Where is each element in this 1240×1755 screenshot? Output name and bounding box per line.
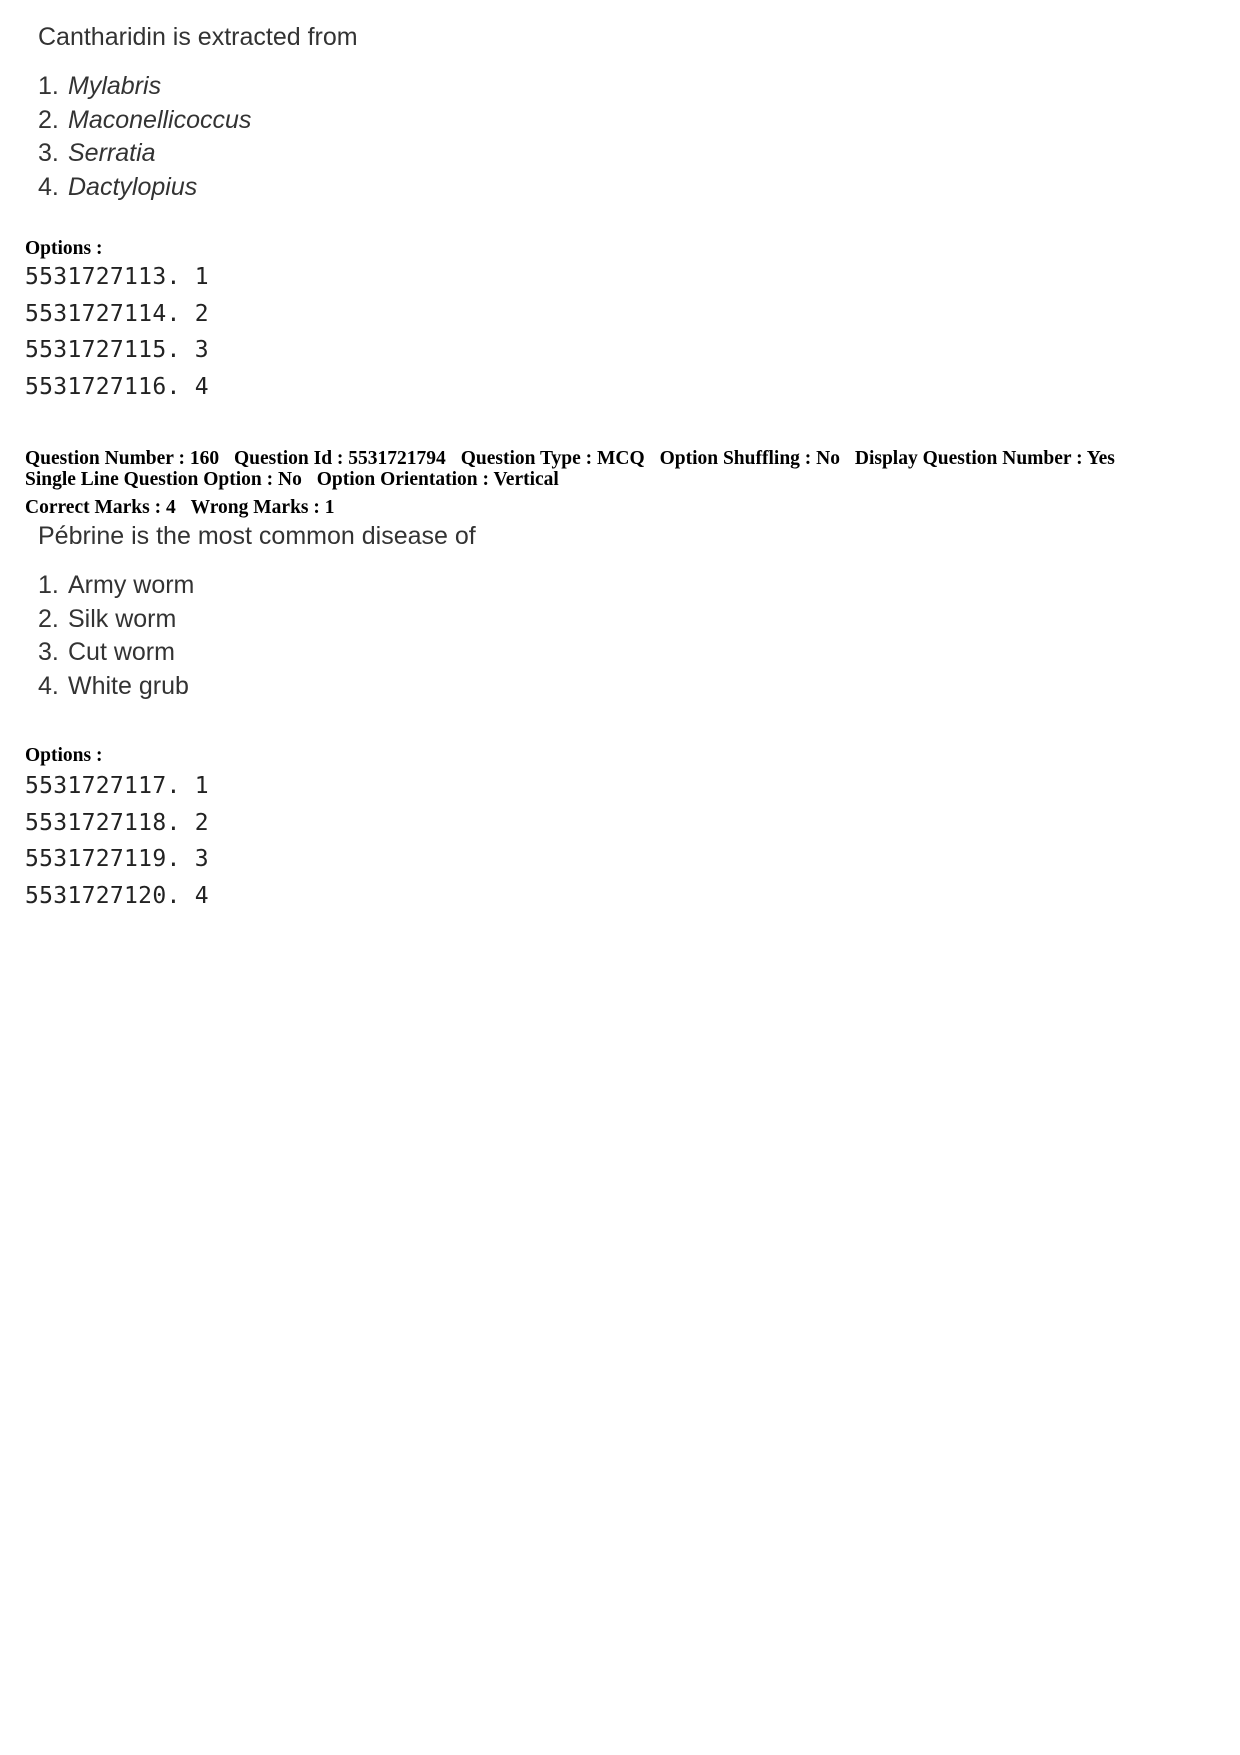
question-meta-line-1: [25, 448, 1115, 469]
choice-item: 3. Serratia: [38, 139, 156, 167]
question-id: Question Id : 5531721794: [233, 448, 446, 469]
option-id-item: 5531727113. 1: [25, 264, 209, 290]
choice-item: 1. Army worm: [38, 571, 195, 599]
options-label: Options :: [25, 238, 103, 259]
option-id-item: 5531727116. 4: [25, 374, 209, 401]
option-id-list: [25, 768, 209, 915]
choice-item: 2. Maconellicoccus: [38, 105, 252, 134]
question-image: [38, 22, 358, 204]
question-stem: Pébrine is the most common disease of: [38, 522, 476, 550]
option-id-item: 5531727117. 1: [25, 773, 209, 799]
question-stem: Cantharidin is extracted from: [38, 23, 358, 51]
choice-item: 2. Silk worm: [38, 604, 177, 633]
question-image: [38, 521, 476, 703]
single-line-option: Single Line Question Option : No: [25, 469, 302, 490]
option-id-item: 5531727115. 3: [25, 337, 209, 364]
question-type: Question Type : MCQ: [460, 448, 645, 469]
choice-list: [38, 70, 358, 204]
choice-list: [38, 569, 476, 703]
option-id-list: [25, 259, 209, 406]
marks-line: [25, 497, 335, 518]
option-id-item: 5531727120. 4: [25, 883, 209, 910]
option-orientation: Option Orientation : Vertical: [316, 469, 559, 490]
options-label: Options :: [25, 745, 103, 766]
choice-item: 4. White grub: [38, 671, 189, 700]
display-question-number: Display Question Number : Yes: [854, 448, 1115, 469]
choice-item: 3. Cut worm: [38, 638, 175, 666]
question-number: Question Number : 160: [25, 448, 220, 469]
choice-item: 4. Dactylopius: [38, 172, 198, 201]
option-id-item: 5531727119. 3: [25, 846, 209, 873]
question-meta-line-2: [25, 469, 559, 490]
option-shuffling: Option Shuffling : No: [659, 448, 840, 469]
correct-marks: Correct Marks : 4: [25, 497, 176, 518]
choice-item: 1. Mylabris: [38, 72, 162, 100]
option-id-item: 5531727118. 2: [25, 809, 209, 836]
wrong-marks: Wrong Marks : 1: [190, 497, 335, 518]
option-id-item: 5531727114. 2: [25, 300, 209, 327]
